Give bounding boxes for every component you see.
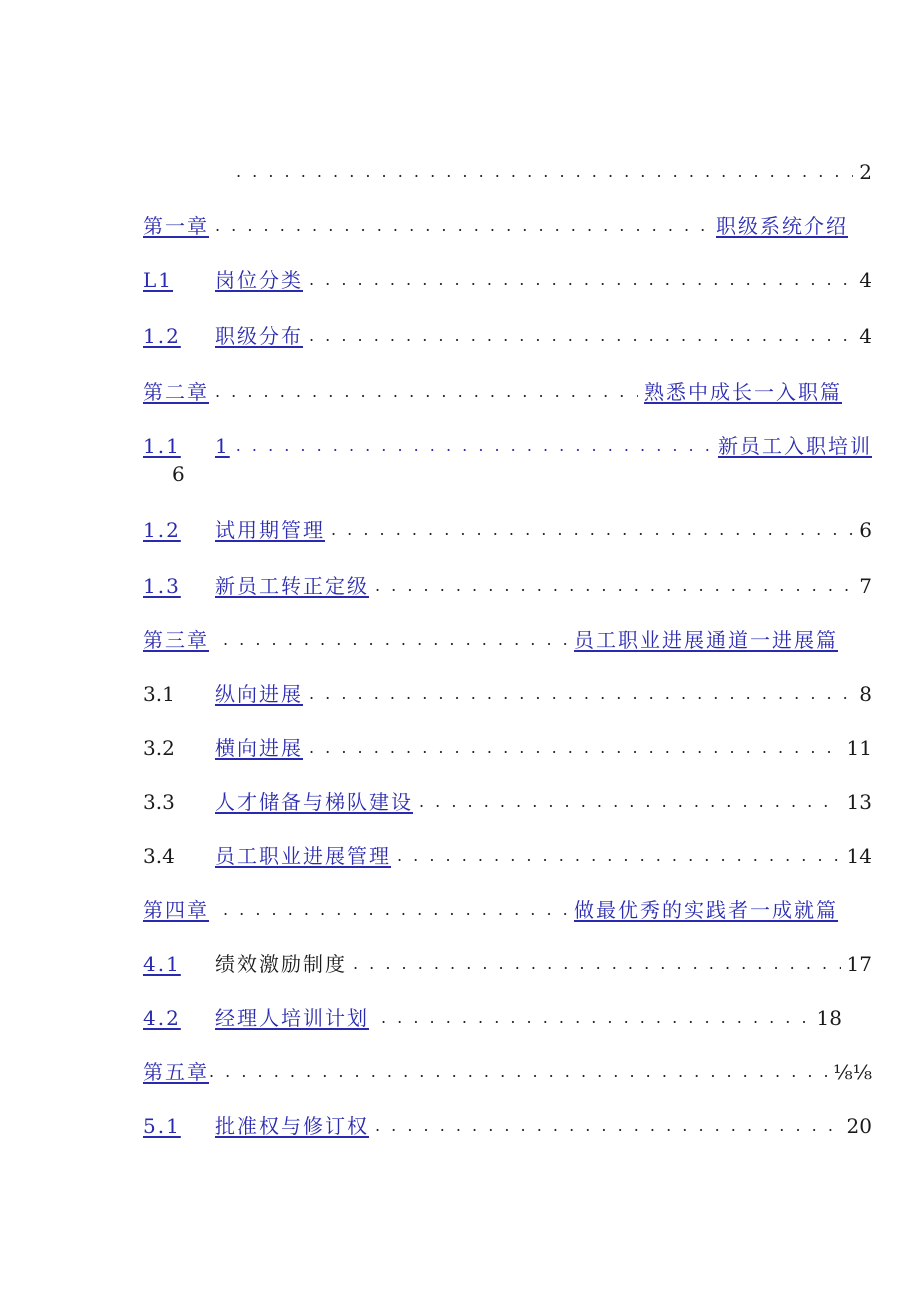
leader-dots [309,736,841,760]
section-link[interactable]: 试用期管理 [215,518,325,542]
leader-dots [375,1114,841,1138]
chapter-link[interactable]: 第一章 [143,214,209,238]
section-number[interactable]: 5.1 [143,1114,181,1138]
section-link[interactable]: 员工职业进展管理 [215,844,391,868]
toc-entry[interactable] [143,1000,842,1030]
chapter-link[interactable]: 第二章 [143,380,209,404]
section-link[interactable]: 新员工转正定级 [215,574,369,598]
page-number: 6 [172,462,185,486]
section-title: 绩效激励制度 [215,952,347,976]
section-number[interactable]: L1 [143,268,174,292]
page-number: 8 [859,682,872,706]
toc-entry[interactable] [143,262,872,292]
leader-dots [309,682,853,706]
toc-entry[interactable] [143,1054,872,1084]
leader-dots [236,434,712,458]
leader-dots [236,160,853,184]
chapter-link[interactable]: 第五章 [143,1060,209,1084]
page-number: 17 [846,952,872,976]
section-number[interactable]: 4.2 [143,1006,181,1030]
section-link[interactable]: 人才储备与梯队建设 [215,790,413,814]
leader-dots [419,790,841,814]
leader-dots [215,380,638,404]
chapter-title-link[interactable]: 员工职业进展通道一进展篇 [574,628,838,652]
toc-entry[interactable] [143,946,872,976]
leader-dots [309,268,853,292]
leader-dots [381,1006,811,1030]
toc-entry[interactable] [143,784,872,814]
chapter-link[interactable]: 第三章 [143,628,209,652]
page-number: 4 [859,268,872,292]
section-number[interactable]: 1.2 [143,324,181,348]
toc-entry[interactable] [143,568,872,598]
section-link[interactable]: 横向进展 [215,736,303,760]
leader-dots [223,628,568,652]
page-number: 14 [846,844,872,868]
leader-dots [209,1060,827,1084]
leader-dots [397,844,841,868]
section-number[interactable]: 1.3 [143,574,181,598]
section-link[interactable]: 职级分布 [215,324,303,348]
section-number[interactable]: 1.2 [143,518,181,542]
leader-dots [331,518,853,542]
page-number: 6 [859,518,872,542]
page-number: 18 [816,1006,842,1030]
toc-entry[interactable] [143,318,872,348]
toc-entry[interactable] [143,892,838,922]
section-number[interactable]: 4.1 [143,952,181,976]
page-number: 13 [846,790,872,814]
toc-entry[interactable] [143,512,872,542]
toc-entry[interactable] [143,208,848,238]
chapter-title-link[interactable]: 熟悉中成长一入职篇 [644,380,842,404]
toc-entry[interactable] [143,622,838,652]
section-link[interactable]: 岗位分类 [215,268,303,292]
chapter-title-link[interactable]: 做最优秀的实践者一成就篇 [574,898,838,922]
leader-dots [375,574,853,598]
page-number: ⅛⅛ [833,1060,872,1084]
section-number: 3.2 [143,736,175,760]
toc-entry[interactable] [143,1108,872,1138]
section-link[interactable]: 1 [215,434,230,458]
toc-entry[interactable] [143,676,872,706]
section-title-link[interactable]: 新员工入职培训 [718,434,872,458]
section-number: 3.1 [143,682,175,706]
toc-entry[interactable] [143,374,842,404]
chapter-link[interactable]: 第四章 [143,898,209,922]
section-number[interactable]: 1.1 [143,434,181,458]
toc-entry[interactable] [143,428,872,458]
page-number: 4 [859,324,872,348]
leader-dots [223,898,568,922]
leader-dots [309,324,853,348]
section-link[interactable]: 纵向进展 [215,682,303,706]
leader-dots [215,214,710,238]
leader-dots [353,952,841,976]
page-number: 20 [846,1114,872,1138]
section-number: 3.3 [143,790,175,814]
section-number: 3.4 [143,844,175,868]
section-link[interactable]: 经理人培训计划 [215,1006,369,1030]
toc-entry[interactable] [143,838,872,868]
page-number: 7 [859,574,872,598]
section-link[interactable]: 批准权与修订权 [215,1114,369,1138]
toc-entry[interactable] [143,730,872,760]
chapter-title-link[interactable]: 职级系统介绍 [716,214,848,238]
page-number: 2 [859,160,872,184]
toc-entry [236,154,872,184]
page-number: 11 [846,736,872,760]
